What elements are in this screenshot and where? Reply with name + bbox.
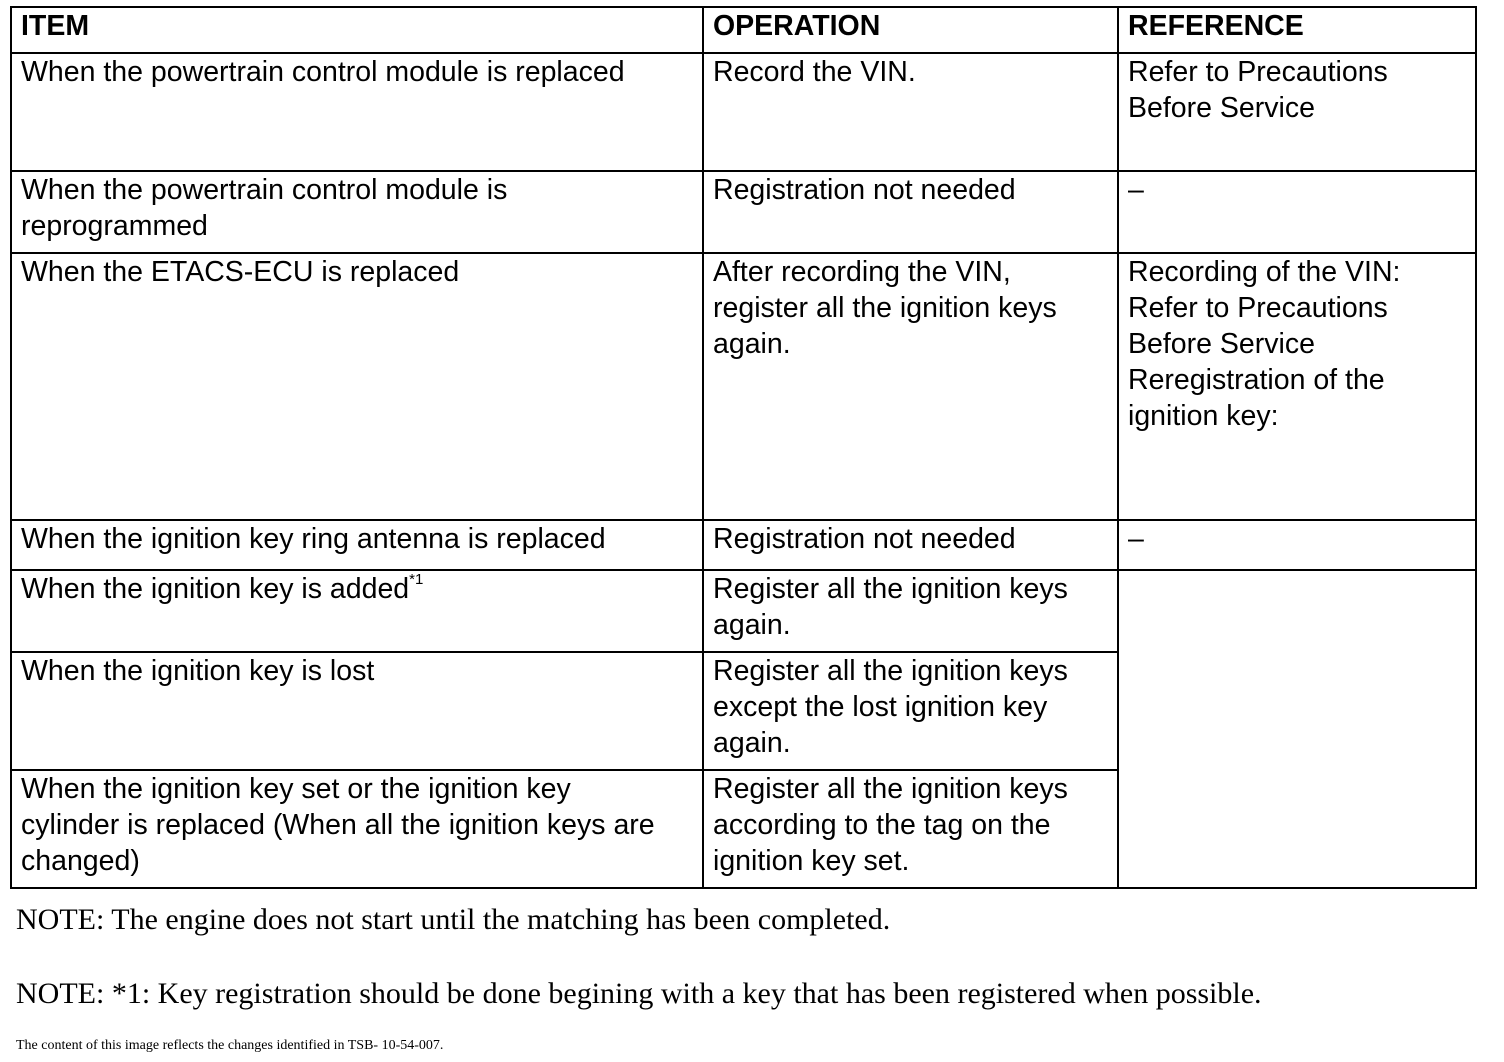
- header-operation: OPERATION: [703, 7, 1118, 53]
- registration-table: [10, 6, 1477, 889]
- operation-line: again.: [713, 609, 791, 641]
- operation-line: Register all the ignition keys: [713, 773, 1068, 805]
- item-line: reprogrammed: [21, 210, 208, 242]
- reference-line: Recording of the VIN:: [1128, 256, 1401, 288]
- operation-line: After recording the VIN,: [713, 256, 1011, 288]
- table-row: [11, 253, 1476, 520]
- operation-line: Register all the ignition keys: [713, 573, 1068, 605]
- item-cell: [11, 770, 703, 888]
- reference-line: Before Service: [1128, 92, 1315, 124]
- operation-cell: [703, 770, 1118, 888]
- operation-cell: Record the VIN.: [703, 53, 1118, 171]
- reference-cell: [1118, 53, 1476, 171]
- table-header-row: [11, 7, 1476, 53]
- item-cell: When the powertrain control module is replaced: [11, 53, 703, 171]
- reference-dash: –: [1128, 174, 1144, 206]
- footnote-marker: *1: [409, 571, 424, 588]
- operation-cell: Registration not needed: [703, 520, 1118, 570]
- item-text: When the ignition key is added: [21, 573, 410, 605]
- note-matching: NOTE: The engine does not start until the matching has been completed.: [16, 903, 891, 936]
- operation-cell: Registration not needed: [703, 171, 1118, 253]
- item-cell: [11, 570, 703, 652]
- reference-dash: –: [1128, 523, 1144, 555]
- reference-cell: [1118, 253, 1476, 520]
- header-item: ITEM: [11, 7, 703, 53]
- reference-line: Refer to Precautions: [1128, 56, 1388, 88]
- operation-line: again.: [713, 328, 791, 360]
- reference-line: Reregistration of the: [1128, 364, 1385, 396]
- item-cell: When the ETACS-ECU is replaced: [11, 253, 703, 520]
- operation-cell: [703, 570, 1118, 652]
- item-cell: When the ignition key ring antenna is replaced: [11, 520, 703, 570]
- operation-line: according to the tag on the: [713, 809, 1051, 841]
- item-cell: When the ignition key is lost: [11, 652, 703, 770]
- operation-cell: [703, 253, 1118, 520]
- reference-line: Refer to Precautions: [1128, 292, 1388, 324]
- tsb-footer-note: The content of this image reflects the changes identified in TSB- 10-54-007.: [16, 1038, 444, 1053]
- operation-line: ignition key set.: [713, 845, 910, 877]
- table-row: [11, 570, 1476, 652]
- table-row: [11, 171, 1476, 253]
- reference-cell: [1118, 520, 1476, 570]
- item-cell: [11, 171, 703, 253]
- item-line: changed): [21, 845, 140, 877]
- operation-line: except the lost ignition key: [713, 691, 1048, 723]
- reference-cell: [1118, 171, 1476, 253]
- operation-line: Register all the ignition keys: [713, 655, 1068, 687]
- note-key-registration: NOTE: *1: Key registration should be done begining with a key that has been registered when possible.: [16, 977, 1262, 1010]
- operation-line: register all the ignition keys: [713, 292, 1057, 324]
- operation-cell: [703, 652, 1118, 770]
- item-line: cylinder is replaced (When all the ignition keys are: [21, 809, 655, 841]
- item-line: When the ignition key set or the ignition key: [21, 773, 571, 805]
- table-row: [11, 520, 1476, 570]
- reference-line: ignition key:: [1128, 400, 1279, 432]
- reference-cell-merged: [1118, 570, 1476, 888]
- item-line: When the powertrain control module is: [21, 174, 508, 206]
- reference-line: Before Service: [1128, 328, 1315, 360]
- table-row: [11, 53, 1476, 171]
- header-reference: REFERENCE: [1118, 7, 1476, 53]
- operation-line: again.: [713, 727, 791, 759]
